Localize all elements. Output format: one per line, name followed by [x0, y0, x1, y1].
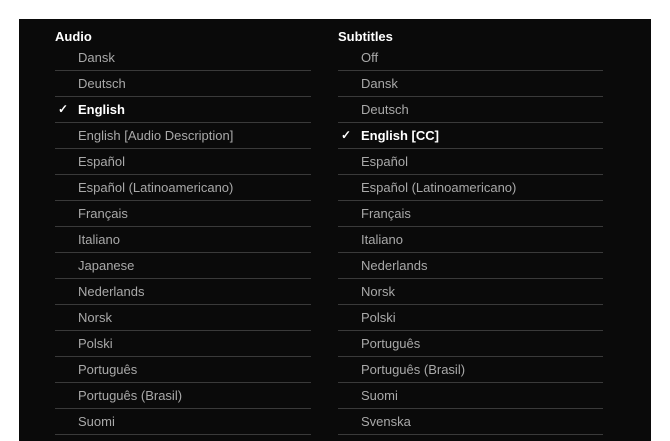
subtitle-option-label: Português (Brasil) — [361, 362, 466, 377]
subtitle-option[interactable] — [338, 357, 603, 383]
audio-option[interactable] — [55, 253, 311, 279]
subtitle-option-label: Off — [361, 50, 379, 65]
audio-option[interactable] — [55, 175, 311, 201]
checkmark-icon: ✓ — [58, 102, 69, 116]
subtitle-option[interactable] — [338, 71, 603, 97]
audio-subtitles-panel — [19, 19, 651, 441]
subtitles-heading: Subtitles — [338, 29, 393, 44]
audio-option[interactable] — [55, 45, 311, 71]
audio-track-list — [55, 45, 311, 435]
checkmark-icon: ✓ — [341, 128, 352, 142]
audio-option[interactable] — [55, 227, 311, 253]
subtitle-option[interactable] — [338, 409, 603, 435]
subtitle-option[interactable] — [338, 201, 603, 227]
subtitle-option-label: Svenska — [361, 414, 411, 429]
subtitle-option-label: Deutsch — [361, 102, 409, 117]
audio-option[interactable] — [55, 331, 311, 357]
audio-option-label: Polski — [78, 336, 113, 351]
audio-option-label: Italiano — [78, 232, 120, 247]
audio-column — [55, 29, 311, 435]
subtitle-option[interactable] — [338, 97, 603, 123]
subtitle-option-label: Italiano — [361, 232, 403, 247]
audio-option[interactable] — [55, 97, 311, 123]
subtitle-option-label: Nederlands — [361, 258, 428, 273]
subtitle-option[interactable] — [338, 305, 603, 331]
subtitle-option[interactable] — [338, 253, 603, 279]
subtitle-option[interactable] — [338, 227, 603, 253]
subtitle-option-label: Português — [361, 336, 421, 351]
audio-option-label: Nederlands — [78, 284, 145, 299]
subtitle-option-label: Español — [361, 154, 408, 169]
audio-option[interactable] — [55, 409, 311, 435]
audio-option[interactable] — [55, 123, 311, 149]
audio-option-label: Norsk — [78, 310, 112, 325]
audio-option-label: Japanese — [78, 258, 135, 273]
subtitle-option[interactable] — [338, 45, 603, 71]
audio-option-label: Español — [78, 154, 125, 169]
subtitle-option[interactable] — [338, 149, 603, 175]
audio-heading: Audio — [55, 29, 92, 44]
subtitle-option[interactable] — [338, 279, 603, 305]
subtitles-track-list — [338, 45, 603, 435]
audio-option[interactable] — [55, 357, 311, 383]
subtitle-option-label: Español (Latinoamericano) — [361, 180, 517, 195]
subtitle-option-label: Polski — [361, 310, 396, 325]
subtitle-option[interactable] — [338, 331, 603, 357]
audio-option-label: Dansk — [78, 50, 115, 65]
audio-option[interactable] — [55, 149, 311, 175]
subtitle-option[interactable] — [338, 383, 603, 409]
subtitle-option-label: Français — [361, 206, 411, 221]
audio-option-label: English [Audio Description] — [78, 128, 234, 143]
subtitle-option-label: Norsk — [361, 284, 395, 299]
subtitles-column — [338, 29, 603, 435]
audio-option-label: Español (Latinoamericano) — [78, 180, 234, 195]
subtitle-option-label: Suomi — [361, 388, 398, 403]
audio-option-label: Français — [78, 206, 128, 221]
audio-option[interactable] — [55, 71, 311, 97]
audio-option-label: Português — [78, 362, 138, 377]
subtitle-option[interactable] — [338, 175, 603, 201]
subtitle-option-label: Dansk — [361, 76, 398, 91]
audio-option[interactable] — [55, 201, 311, 227]
audio-option[interactable] — [55, 279, 311, 305]
audio-option[interactable] — [55, 305, 311, 331]
audio-option-label: Deutsch — [78, 76, 126, 91]
audio-option-label: Suomi — [78, 414, 115, 429]
audio-option-label: English — [78, 102, 125, 117]
audio-option-label: Português (Brasil) — [78, 388, 183, 403]
subtitle-option[interactable] — [338, 123, 603, 149]
audio-option[interactable] — [55, 383, 311, 409]
subtitle-option-label: English [CC] — [361, 128, 439, 143]
